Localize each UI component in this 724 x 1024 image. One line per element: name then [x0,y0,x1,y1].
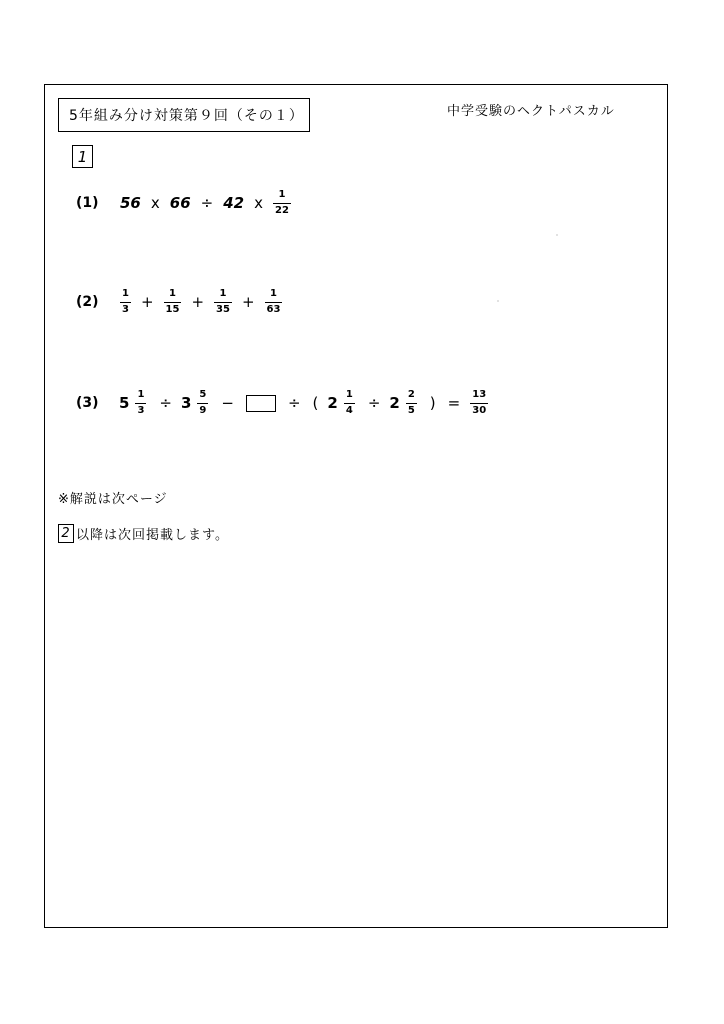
numerator: 1 [169,288,176,299]
denominator: 15 [165,303,180,315]
answer-blank[interactable] [246,395,276,412]
mixed-number [327,390,358,416]
brand-name: 中学受験のヘクトパスカル [447,104,615,119]
denominator: 22 [274,204,289,216]
operator: x [150,194,160,212]
operator: + [241,293,255,311]
numerator: 1 [219,288,227,299]
operand: 56 [120,194,141,212]
fraction [344,390,355,416]
denominator: 3 [122,303,129,315]
operand: 42 [223,194,245,212]
numerator: 1 [270,288,277,299]
section-number: 1 [72,145,93,168]
operator: ÷ [367,394,381,412]
scan-speck [497,300,499,302]
operator: + [191,293,205,311]
mixed-number [181,390,212,416]
numerator: 1 [122,288,129,299]
denominator: 30 [472,404,487,416]
operator: ÷ [287,394,301,412]
next-section-number: 2 [58,524,74,543]
problem-2 [76,289,286,315]
numerator: 1 [137,389,145,400]
worksheet-title-text: 5年組み分け対策第９回（その１） [69,108,304,124]
denominator: 5 [407,404,415,416]
close-paren: ) [429,394,436,412]
denominator: 4 [345,404,353,416]
denominator: 3 [137,404,145,416]
fraction [214,289,232,315]
open-paren: ( [312,394,319,412]
operator: ÷ [200,194,214,212]
scan-speck [556,234,558,236]
mixed-number [119,390,150,416]
problem-label: (1) [76,195,99,211]
operand: 66 [169,194,191,212]
equals-sign: = [447,394,461,412]
problem-label: (2) [76,294,99,310]
fraction [164,289,182,315]
fraction [265,289,283,315]
whole-part: 5 [119,394,130,412]
numerator: 1 [345,389,353,400]
operator: − [221,394,234,412]
numerator: 5 [199,389,207,400]
problem-label: (3) [76,395,99,411]
numerator: 1 [278,189,286,200]
fraction [120,289,131,315]
operator: x [254,194,263,212]
fraction [135,390,146,416]
mixed-number [389,390,420,416]
operator: ÷ [159,394,172,412]
problem-1 [76,190,295,216]
denominator: 63 [266,303,281,315]
whole-part: 2 [327,394,338,412]
numerator: 13 [472,389,487,400]
fraction [273,190,291,216]
continuation-text: 以降は次回掲載します。 [76,528,229,543]
fraction [197,390,208,416]
worksheet-title [58,98,310,132]
denominator: 9 [199,404,207,416]
denominator: 35 [216,303,230,315]
continuation-note [58,524,229,543]
problem-3 [76,390,492,416]
fraction [470,390,488,416]
fraction [406,390,417,416]
operator: + [140,293,154,311]
whole-part: 2 [389,394,400,412]
whole-part: 3 [180,394,192,412]
explanation-note: ※解説は次ページ [58,492,168,507]
numerator: 2 [407,389,415,400]
